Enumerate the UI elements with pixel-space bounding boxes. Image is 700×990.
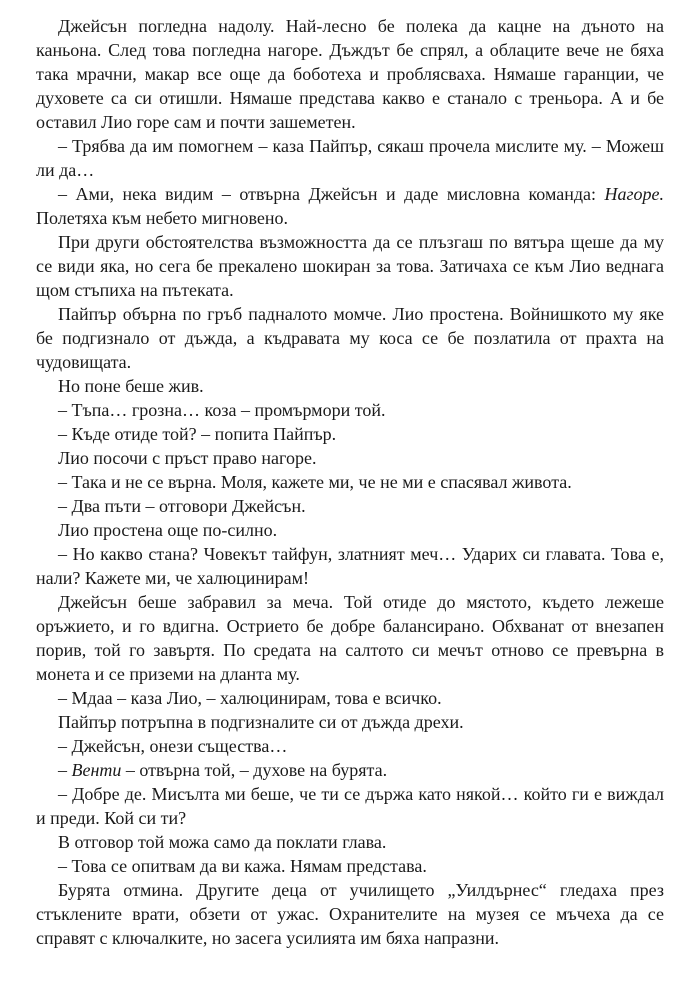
paragraph: – Тъпа… грозна… коза – промърмори той. bbox=[58, 400, 386, 420]
paragraph: Пайпър обърна по гръб падналото момче. Лио простена. Войнишкото му яке бе подгизнало от дъжда, а къдравата му коса се бе позлатила от прахта на чудовищата. bbox=[36, 304, 664, 372]
paragraph-text: Полетяха към небето мигновено. bbox=[36, 208, 289, 228]
paragraph: Джейсън беше забравил за меча. Той отиде до мястото, където лежеше оръжието, и го вдигна. Острието бе добре балансирано. Обхванат от внезапен порив, той го завъртя. По средата на салтото си мечът отново се превърна в монета и се приземи на дланта му. bbox=[36, 592, 664, 684]
paragraph: Лио простена още по-силно. bbox=[58, 520, 278, 540]
paragraph: – Така и не се върна. Моля, кажете ми, че не ми е спасявал живота. bbox=[58, 472, 572, 492]
paragraph: – Трябва да им помогнем – каза Пайпър, сякаш прочела мислите му. – Можеш ли да… bbox=[36, 136, 664, 180]
paragraph: Джейсън погледна надолу. Най-лесно бе полека да кацне на дъното на каньона. След това погледна нагоре. Дъждът бе спрял, а облаците вече не бяха така мрачни, макар все още да боботеха и проблясваха. Нямаше гаранции, че духовете са си отишли. Нямаше представа какво е станало с треньора. А и бе оставил Лио горе сам и почти зашеметен. bbox=[36, 16, 664, 132]
paragraph: Пайпър потръпна в подгизналите си от дъжда дрехи. bbox=[58, 712, 464, 732]
paragraph bbox=[36, 182, 664, 230]
paragraph: – Мдаа – каза Лио, – халюцинирам, това е всичко. bbox=[58, 688, 442, 708]
paragraph: При други обстоятелства възможността да се плъзгаш по вятъра щеше да му се види яка, но сега бе прекалено шокиран за това. Затичаха се към Лио веднага щом стъпиха на пътеката. bbox=[36, 232, 664, 300]
paragraph: – Къде отиде той? – попита Пайпър. bbox=[58, 424, 337, 444]
paragraph: – Това се опитвам да ви кажа. Нямам представа. bbox=[58, 856, 427, 876]
paragraph: – Два пъти – отговори Джейсън. bbox=[58, 496, 306, 516]
body-text bbox=[36, 14, 664, 950]
paragraph: В отговор той можа само да поклати глава. bbox=[58, 832, 387, 852]
paragraph: – Но какво стана? Човекът тайфун, златният меч… Ударих си главата. Това е, нали? Кажете ми, че халюцинирам! bbox=[36, 544, 664, 588]
paragraph: – Добре де. Мисълта ми беше, че ти се държа като някой… който ги е виждал и преди. Кой си ти? bbox=[36, 784, 664, 828]
paragraph: Лио посочи с пръст право нагоре. bbox=[58, 448, 317, 468]
paragraph-text: – отвърна той, – духове на бурята. bbox=[121, 760, 388, 780]
paragraph-text: – bbox=[58, 760, 72, 780]
paragraph: – Джейсън, онези същества… bbox=[58, 736, 288, 756]
paragraph bbox=[36, 758, 664, 782]
italic-text: Венти bbox=[71, 760, 122, 780]
paragraph-text: – Ами, нека видим – отвърна Джейсън и даде мисловна команда: bbox=[58, 184, 605, 204]
paragraph: Бурята отмина. Другите деца от училището „Уилдърнес“ гледаха през стъклените врати, обзети от ужас. Охранителите на музея се мъчеха да се справят с ключалките, но засега усилията им бяха напразни. bbox=[36, 880, 664, 948]
italic-text: Нагоре. bbox=[604, 184, 664, 204]
paragraph: Но поне беше жив. bbox=[58, 376, 204, 396]
